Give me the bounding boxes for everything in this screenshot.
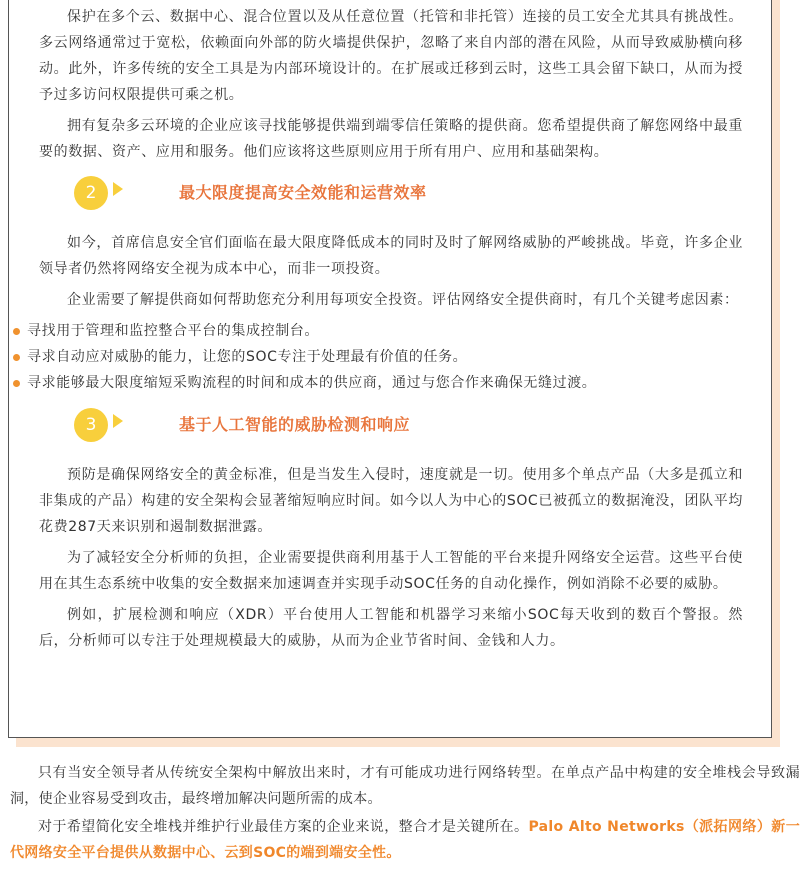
section-2-paragraph-2: 企业需要了解提供商如何帮助您充分利用每项安全投资。评估网络安全提供商时，有几个关键考虑因素：	[67, 292, 739, 308]
list-item-text: 寻找用于管理和监控整合平台的集成控制台。	[27, 323, 319, 339]
list-item-text: 寻求能够最大限度缩短采购流程的时间和成本的供应商，通过与您合作来确保无缝过渡。	[27, 375, 597, 391]
section-2-heading	[39, 170, 743, 222]
closing-paragraph-1: 只有当安全领导者从传统安全架构中解放出来时，才有可能成功进行网络转型。在单点产品中构建的安全堆栈会导致漏洞，使企业容易受到攻击，最终增加解决问题所需的成本。	[10, 765, 800, 807]
right-triangle-icon	[113, 414, 123, 428]
section-2-title: 最大限度提高安全效能和运营效率	[179, 183, 427, 202]
section-3-heading	[39, 402, 743, 454]
list-item	[11, 344, 743, 370]
closing-section	[10, 760, 800, 868]
section-3-title: 基于人工智能的威胁检测和响应	[179, 415, 411, 434]
content-box	[8, 0, 772, 738]
section-3-paragraph-3: 例如，扩展检测和响应（XDR）平台使用人工智能和机器学习来缩小SOC每天收到的数百个警报。然后，分析师可以专注于处理规模最大的威胁，从而为企业节省时间、金钱和人力。	[39, 607, 743, 649]
closing-paragraph-2	[10, 814, 800, 866]
right-triangle-icon	[113, 182, 123, 196]
list-item	[11, 370, 743, 396]
orange-dot-icon	[13, 380, 20, 387]
section-3-paragraph-2: 为了减轻安全分析师的负担，企业需要提供商利用基于人工智能的平台来提升网络安全运营。这些平台使用在其生态系统中收集的安全数据来加速调查并实现手动SOC任务的自动化操作，例如消除不必要的威胁。	[39, 550, 743, 592]
section-2-bullet-list	[11, 318, 743, 396]
list-item-text: 寻求自动应对威胁的能力，让您的SOC专注于处理最有价值的任务。	[27, 349, 468, 365]
intro-paragraph-1: 保护在多个云、数据中心、混合位置以及从任意位置（托管和非托管）连接的员工安全尤其具有挑战性。多云网络通常过于宽松，依赖面向外部的防火墙提供保护，忽略了来自内部的潜在风险，从而导致威胁横向移动。此外，许多传统的安全工具是为内部环境设计的。在扩展或迁移到云时，这些工具会留下缺口，从而为授予过多访问权限提供可乘之机。	[39, 9, 743, 103]
orange-dot-icon	[13, 354, 20, 361]
section-2-paragraph-1: 如今，首席信息安全官们面临在最大限度降低成本的同时及时了解网络威胁的严峻挑战。毕竟，许多企业领导者仍然将网络安全视为成本中心，而非一项投资。	[39, 235, 743, 277]
section-3-number-badge: 3	[74, 408, 108, 442]
closing-highlight-text: Palo Alto Networks（派拓网络）新一代网络安全平台提供从数据中心、云到SOC的端到端安全性。	[10, 819, 800, 861]
section-3-paragraph-1: 预防是确保网络安全的黄金标准，但是当发生入侵时，速度就是一切。使用多个单点产品（大多是孤立和非集成的产品）构建的安全架构会显著缩短响应时间。如今以人为中心的SOC已被孤立的数据淹没，团队平均花费287天来识别和遏制数据泄露。	[39, 467, 743, 535]
orange-dot-icon	[13, 328, 20, 335]
intro-paragraph-2: 拥有复杂多云环境的企业应该寻找能够提供端到端零信任策略的提供商。您希望提供商了解您网络中最重要的数据、资产、应用和服务。他们应该将这些原则应用于所有用户、应用和基础架构。	[39, 118, 743, 160]
list-item	[11, 318, 743, 344]
closing-lead-text: 对于希望简化安全堆栈并维护行业最佳方案的企业来说，整合才是关键所在。	[38, 819, 529, 835]
section-2-number-badge: 2	[74, 176, 108, 210]
